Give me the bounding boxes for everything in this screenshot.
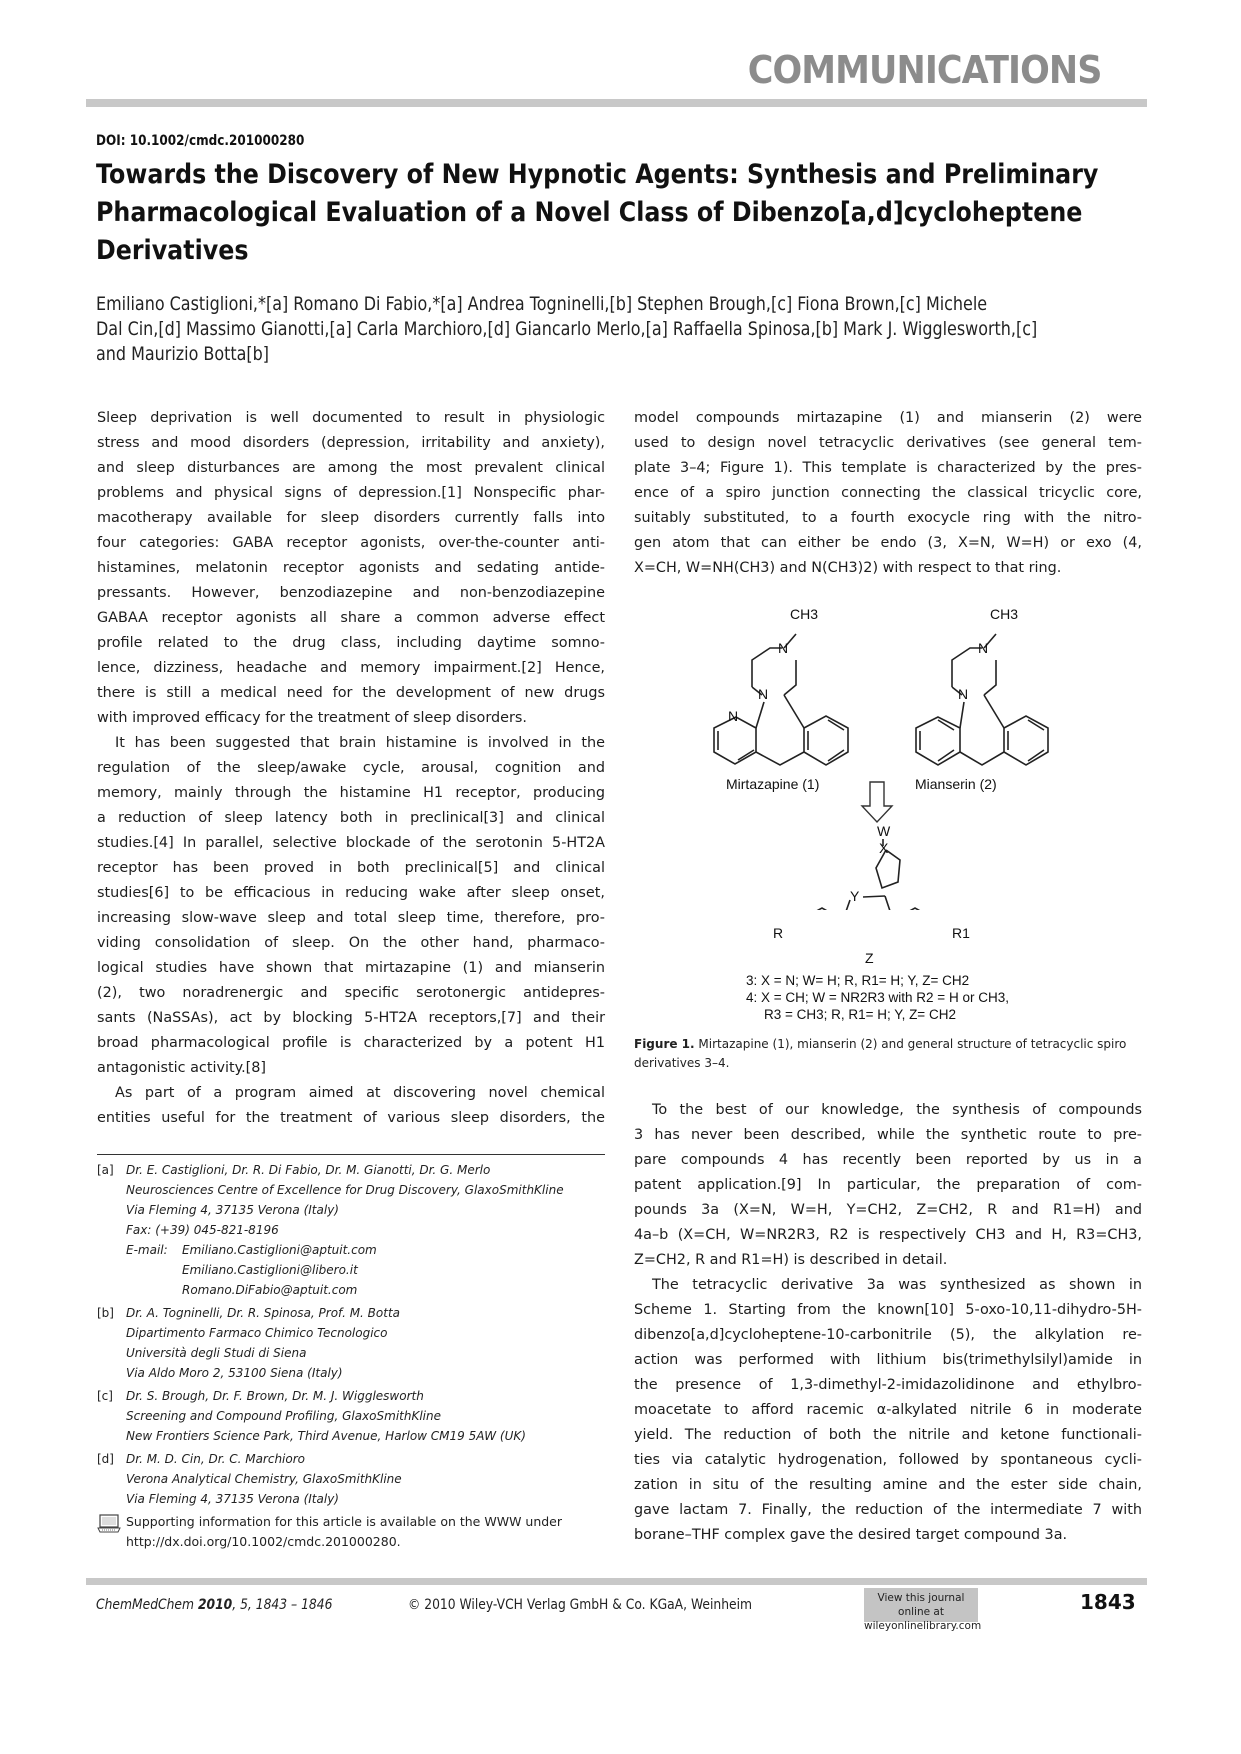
ch3-label: CH3 bbox=[990, 606, 1019, 622]
text-line: plate 3–4; Figure 1). This template is characterized by the pres- bbox=[634, 460, 1142, 476]
text-line: histamines, melatonin receptor agonists and sedating antide- bbox=[97, 560, 605, 576]
copyright: © 2010 Wiley-VCH Verlag GmbH & Co. KGaA, Weinheim bbox=[408, 1597, 753, 1613]
paragraph-intro bbox=[97, 406, 605, 731]
legend-line: 4: X = CH; W = NR2R3 with R2 = H or CH3, bbox=[746, 990, 1009, 1005]
text-line: problems and physical signs of depression.[1] Nonspecific phar- bbox=[97, 485, 605, 501]
text-line: entities useful for the treatment of various sleep disorders, the bbox=[97, 1110, 605, 1126]
text-line: broad pharmacological profile is characterized by a potent H1 bbox=[97, 1035, 605, 1051]
text-line: zation in situ of the resulting amine and the ester side chain, bbox=[634, 1477, 1142, 1493]
supporting-info-link[interactable]: http://dx.doi.org/10.1002/cmdc.201000280. bbox=[126, 1534, 401, 1549]
text-line: yield. The reduction of both the nitrile and ketone functionali- bbox=[634, 1427, 1142, 1443]
body-column-left bbox=[97, 406, 605, 1131]
journal-name: ChemMedChem bbox=[96, 1597, 195, 1613]
authors-line: Dal Cin,[d] Massimo Gianotti,[a] Carla Marchioro,[d] Giancarlo Merlo,[a] Raffaella Spinosa,[b] Mark J. Wigglesworth,[c] bbox=[96, 318, 1038, 340]
atom-label: Z bbox=[865, 950, 874, 966]
online-journal-badge[interactable] bbox=[864, 1588, 982, 1632]
text-line: regulation of the sleep/awake cycle, arousal, cognition and bbox=[97, 760, 605, 776]
affiliation-line: Università degli Studi di Siena bbox=[126, 1346, 307, 1360]
affiliation-a bbox=[97, 1160, 617, 1300]
affiliation-key: [d] bbox=[97, 1452, 114, 1466]
text-line: patent application.[9] In particular, the preparation of com- bbox=[634, 1177, 1142, 1193]
title-line: Pharmacological Evaluation of a Novel Class of Dibenzo[a,d]cycloheptene bbox=[96, 197, 1083, 228]
affiliation-line: Fax: (+39) 045-821-8196 bbox=[126, 1223, 279, 1237]
body-column-right bbox=[634, 406, 1142, 581]
text-line: pare compounds 4 has recently been reported by us in a bbox=[634, 1152, 1142, 1168]
affiliation-line: Screening and Compound Profiling, GlaxoSmithKline bbox=[126, 1409, 441, 1423]
badge-line: View this journal online at bbox=[877, 1592, 965, 1618]
footer-rule bbox=[86, 1578, 1147, 1585]
compound-2-label: Mianserin (2) bbox=[915, 776, 997, 792]
affiliation-line: Dr. M. D. Cin, Dr. C. Marchioro bbox=[126, 1452, 306, 1466]
atom-label: W bbox=[877, 823, 891, 839]
legend-line: 3: X = N; W= H; R, R1= H; Y, Z= CH2 bbox=[746, 973, 970, 988]
text-line: receptor has been proved in both preclinical[5] and clinical bbox=[97, 860, 605, 876]
text-line: macotherapy available for sleep disorders currently falls into bbox=[97, 510, 605, 526]
text-line: profile related to the drug class, including daytime somno- bbox=[97, 635, 605, 651]
paragraph-synthesis-detail bbox=[634, 1273, 1142, 1548]
text-line: memory, mainly through the histamine H1 receptor, producing bbox=[97, 785, 605, 801]
affiliation-key: [c] bbox=[97, 1389, 113, 1403]
paragraph-synthesis-intro bbox=[634, 1098, 1142, 1273]
supporting-info bbox=[97, 1512, 617, 1552]
journal-volume-pages: , 5, 1843 – 1846 bbox=[232, 1597, 333, 1613]
header-rule bbox=[86, 99, 1147, 107]
badge-link[interactable]: wileyonlinelibrary.com bbox=[864, 1620, 982, 1632]
structure-legend bbox=[746, 972, 1009, 1023]
text-line: The tetracyclic derivative 3a was synthesized as shown in bbox=[652, 1277, 1142, 1293]
page-number: 1843 bbox=[1080, 1590, 1136, 1614]
caption-text: Mirtazapine (1), mianserin (2) and general structure of tetracyclic spiro derivatives 3–4. bbox=[634, 1037, 1127, 1070]
chemical-structures-diagram bbox=[700, 610, 1120, 910]
supporting-info-text: Supporting information for this article is available on the WWW under bbox=[126, 1514, 563, 1529]
paragraph-template bbox=[634, 406, 1142, 581]
text-line: suitably substituted, to a fourth exocycle ring with the nitro- bbox=[634, 510, 1142, 526]
text-line: borane–THF complex gave the desired target compound 3a. bbox=[634, 1527, 1068, 1543]
affiliation-d bbox=[97, 1449, 617, 1509]
atom-label: R1 bbox=[952, 925, 970, 941]
email-link[interactable]: Emiliano.Castiglioni@libero.it bbox=[182, 1263, 358, 1277]
text-line: 4a–b (X=CH, W=NR2R3, R2 is respectively CH3 and H, R3=CH3, bbox=[634, 1227, 1142, 1243]
atom-label: N bbox=[978, 640, 989, 656]
compound-1-label: Mirtazapine (1) bbox=[726, 776, 820, 792]
text-line: stress and mood disorders (depression, irritability and anxiety), bbox=[97, 435, 605, 451]
text-line: It has been suggested that brain histamine is involved in the bbox=[115, 735, 605, 751]
authors-line: Emiliano Castiglioni,*[a] Romano Di Fabio,*[a] Andrea Togninelli,[b] Stephen Brough,[c] Fiona Brown,[c] Michele bbox=[96, 293, 988, 315]
text-line: ence of a spiro junction connecting the classical tricyclic core, bbox=[634, 485, 1142, 501]
text-line: GABAA receptor agonists all share a common adverse effect bbox=[97, 610, 605, 626]
email-link[interactable]: Romano.DiFabio@aptuit.com bbox=[182, 1283, 358, 1297]
affiliations bbox=[97, 1160, 617, 1552]
text-line: sants (NaSSAs), act by blocking 5-HT2A receptors,[7] and their bbox=[97, 1010, 605, 1026]
affiliation-line: Via Fleming 4, 37135 Verona (Italy) bbox=[126, 1492, 339, 1506]
author-list bbox=[96, 292, 1087, 367]
text-line: four categories: GABA receptor agonists, over-the-counter anti- bbox=[97, 535, 605, 551]
text-line: antagonistic activity.[8] bbox=[97, 1060, 267, 1076]
text-line: there is still a medical need for the development of new drugs bbox=[97, 685, 605, 701]
atom-label: R bbox=[773, 925, 784, 941]
text-line: gen atom that can either be endo (3, X=N, W=H) or exo (4, bbox=[634, 535, 1142, 551]
affiliation-c bbox=[97, 1386, 617, 1446]
affiliation-key: [a] bbox=[97, 1163, 114, 1177]
affiliation-line: Verona Analytical Chemistry, GlaxoSmithKline bbox=[126, 1472, 402, 1486]
text-line: dibenzo[a,d]cycloheptene-10-carbonitrile (5), the alkylation re- bbox=[634, 1327, 1142, 1343]
affiliation-line: New Frontiers Science Park, Third Avenue, Harlow CM19 5AW (UK) bbox=[126, 1429, 526, 1443]
journal-citation bbox=[96, 1597, 332, 1613]
title-line: Towards the Discovery of New Hypnotic Agents: Synthesis and Preliminary bbox=[96, 159, 1099, 190]
figure-caption bbox=[634, 1035, 1144, 1073]
email-link[interactable]: Emiliano.Castiglioni@aptuit.com bbox=[182, 1243, 377, 1257]
text-line: As part of a program aimed at discovering novel chemical bbox=[115, 1085, 605, 1101]
text-line: studies.[4] In parallel, selective blockade of the serotonin 5-HT2A bbox=[97, 835, 605, 851]
text-line: pressants. However, benzodiazepine and non-benzodiazepine bbox=[97, 585, 605, 601]
text-line: Scheme 1. Starting from the known[10] 5-oxo-10,11-dihydro-5H- bbox=[634, 1302, 1142, 1318]
caption-label: Figure 1. bbox=[634, 1037, 695, 1051]
text-line: with improved efficacy for the treatment of sleep disorders. bbox=[97, 710, 527, 726]
text-line: Z=CH2, R and R1=H) is described in detail. bbox=[634, 1252, 948, 1268]
affiliation-b bbox=[97, 1303, 617, 1383]
text-line: lence, dizziness, headache and memory impairment.[2] Hence, bbox=[97, 660, 605, 676]
text-line: model compounds mirtazapine (1) and mianserin (2) were bbox=[634, 410, 1142, 426]
footnote-divider bbox=[97, 1154, 605, 1155]
title-line: Derivatives bbox=[96, 235, 249, 266]
atom-label: N bbox=[758, 686, 769, 702]
text-line: the presence of 1,3-dimethyl-2-imidazolidinone and ethylbro- bbox=[634, 1377, 1142, 1393]
text-line: and sleep disturbances are among the most prevalent clinical bbox=[97, 460, 605, 476]
text-line: (2), two noradrenergic and specific serotonergic antidepres- bbox=[97, 985, 605, 1001]
ch3-label: CH3 bbox=[790, 606, 819, 622]
atom-label: X bbox=[879, 840, 889, 856]
doi: DOI: 10.1002/cmdc.201000280 bbox=[96, 133, 305, 149]
text-line: used to design novel tetracyclic derivatives (see general tem- bbox=[634, 435, 1142, 451]
affiliation-line: Dr. E. Castiglioni, Dr. R. Di Fabio, Dr. M. Gianotti, Dr. G. Merlo bbox=[126, 1163, 491, 1177]
email-label: E-mail: bbox=[126, 1243, 168, 1257]
text-line: X=CH, W=NH(CH3) and N(CH3)2) with respect to that ring. bbox=[634, 560, 1062, 576]
article-title bbox=[96, 156, 1099, 270]
affiliation-key: [b] bbox=[97, 1306, 114, 1320]
section-label: COMMUNICATIONS bbox=[747, 48, 1101, 92]
text-line: To the best of our knowledge, the synthesis of compounds bbox=[652, 1102, 1142, 1118]
text-line: studies[6] to be efficacious in reducing wake after sleep onset, bbox=[97, 885, 605, 901]
text-line: viding consolidation of sleep. On the other hand, pharmaco- bbox=[97, 935, 605, 951]
affiliation-line: Via Aldo Moro 2, 53100 Siena (Italy) bbox=[126, 1366, 343, 1380]
text-line: Sleep deprivation is well documented to result in physiologic bbox=[97, 410, 605, 426]
text-line: ties via catalytic hydrogenation, followed by spontaneous cycli- bbox=[634, 1452, 1142, 1468]
atom-label: N bbox=[728, 708, 739, 724]
affiliation-line: Neurosciences Centre of Excellence for Drug Discovery, GlaxoSmithKline bbox=[126, 1183, 564, 1197]
legend-line: R3 = CH3; R, R1= H; Y, Z= CH2 bbox=[764, 1007, 956, 1022]
affiliation-line: Via Fleming 4, 37135 Verona (Italy) bbox=[126, 1203, 339, 1217]
paragraph-program bbox=[97, 1081, 605, 1131]
text-line: 3 has never been described, while the synthetic route to pre- bbox=[634, 1127, 1142, 1143]
text-line: pounds 3a (X=N, W=H, Y=CH2, Z=CH2, R and R1=H) and bbox=[634, 1202, 1142, 1218]
email-block bbox=[126, 1240, 564, 1300]
atom-label: N bbox=[778, 640, 789, 656]
computer-icon bbox=[97, 1514, 121, 1534]
text-line: increasing slow-wave sleep and total sleep time, therefore, pro- bbox=[97, 910, 605, 926]
affiliation-line: Dipartimento Farmaco Chimico Tecnologico bbox=[126, 1326, 388, 1340]
text-line: moacetate to afford racemic α-alkylated nitrile 6 in moderate bbox=[634, 1402, 1142, 1418]
figure-1 bbox=[700, 606, 1120, 1022]
atom-label: Y bbox=[850, 888, 860, 904]
down-arrow-icon bbox=[862, 782, 892, 822]
text-line: gave lactam 7. Finally, the reduction of the intermediate 7 with bbox=[634, 1502, 1142, 1518]
affiliation-line: Dr. A. Togninelli, Dr. R. Spinosa, Prof. M. Botta bbox=[126, 1306, 401, 1320]
text-line: logical studies have shown that mirtazapine (1) and mianserin bbox=[97, 960, 605, 976]
paragraph-histamine bbox=[97, 731, 605, 1081]
affiliation-line: Dr. S. Brough, Dr. F. Brown, Dr. M. J. Wigglesworth bbox=[126, 1389, 424, 1403]
text-line: a reduction of sleep latency both in preclinical[3] and clinical bbox=[97, 810, 605, 826]
text-line: action was performed with lithium bis(trimethylsilyl)amide in bbox=[634, 1352, 1142, 1368]
body-column-right-lower bbox=[634, 1098, 1142, 1548]
atom-label: N bbox=[958, 686, 969, 702]
authors-line: and Maurizio Botta[b] bbox=[96, 343, 270, 365]
journal-year: 2010 bbox=[197, 1597, 233, 1613]
